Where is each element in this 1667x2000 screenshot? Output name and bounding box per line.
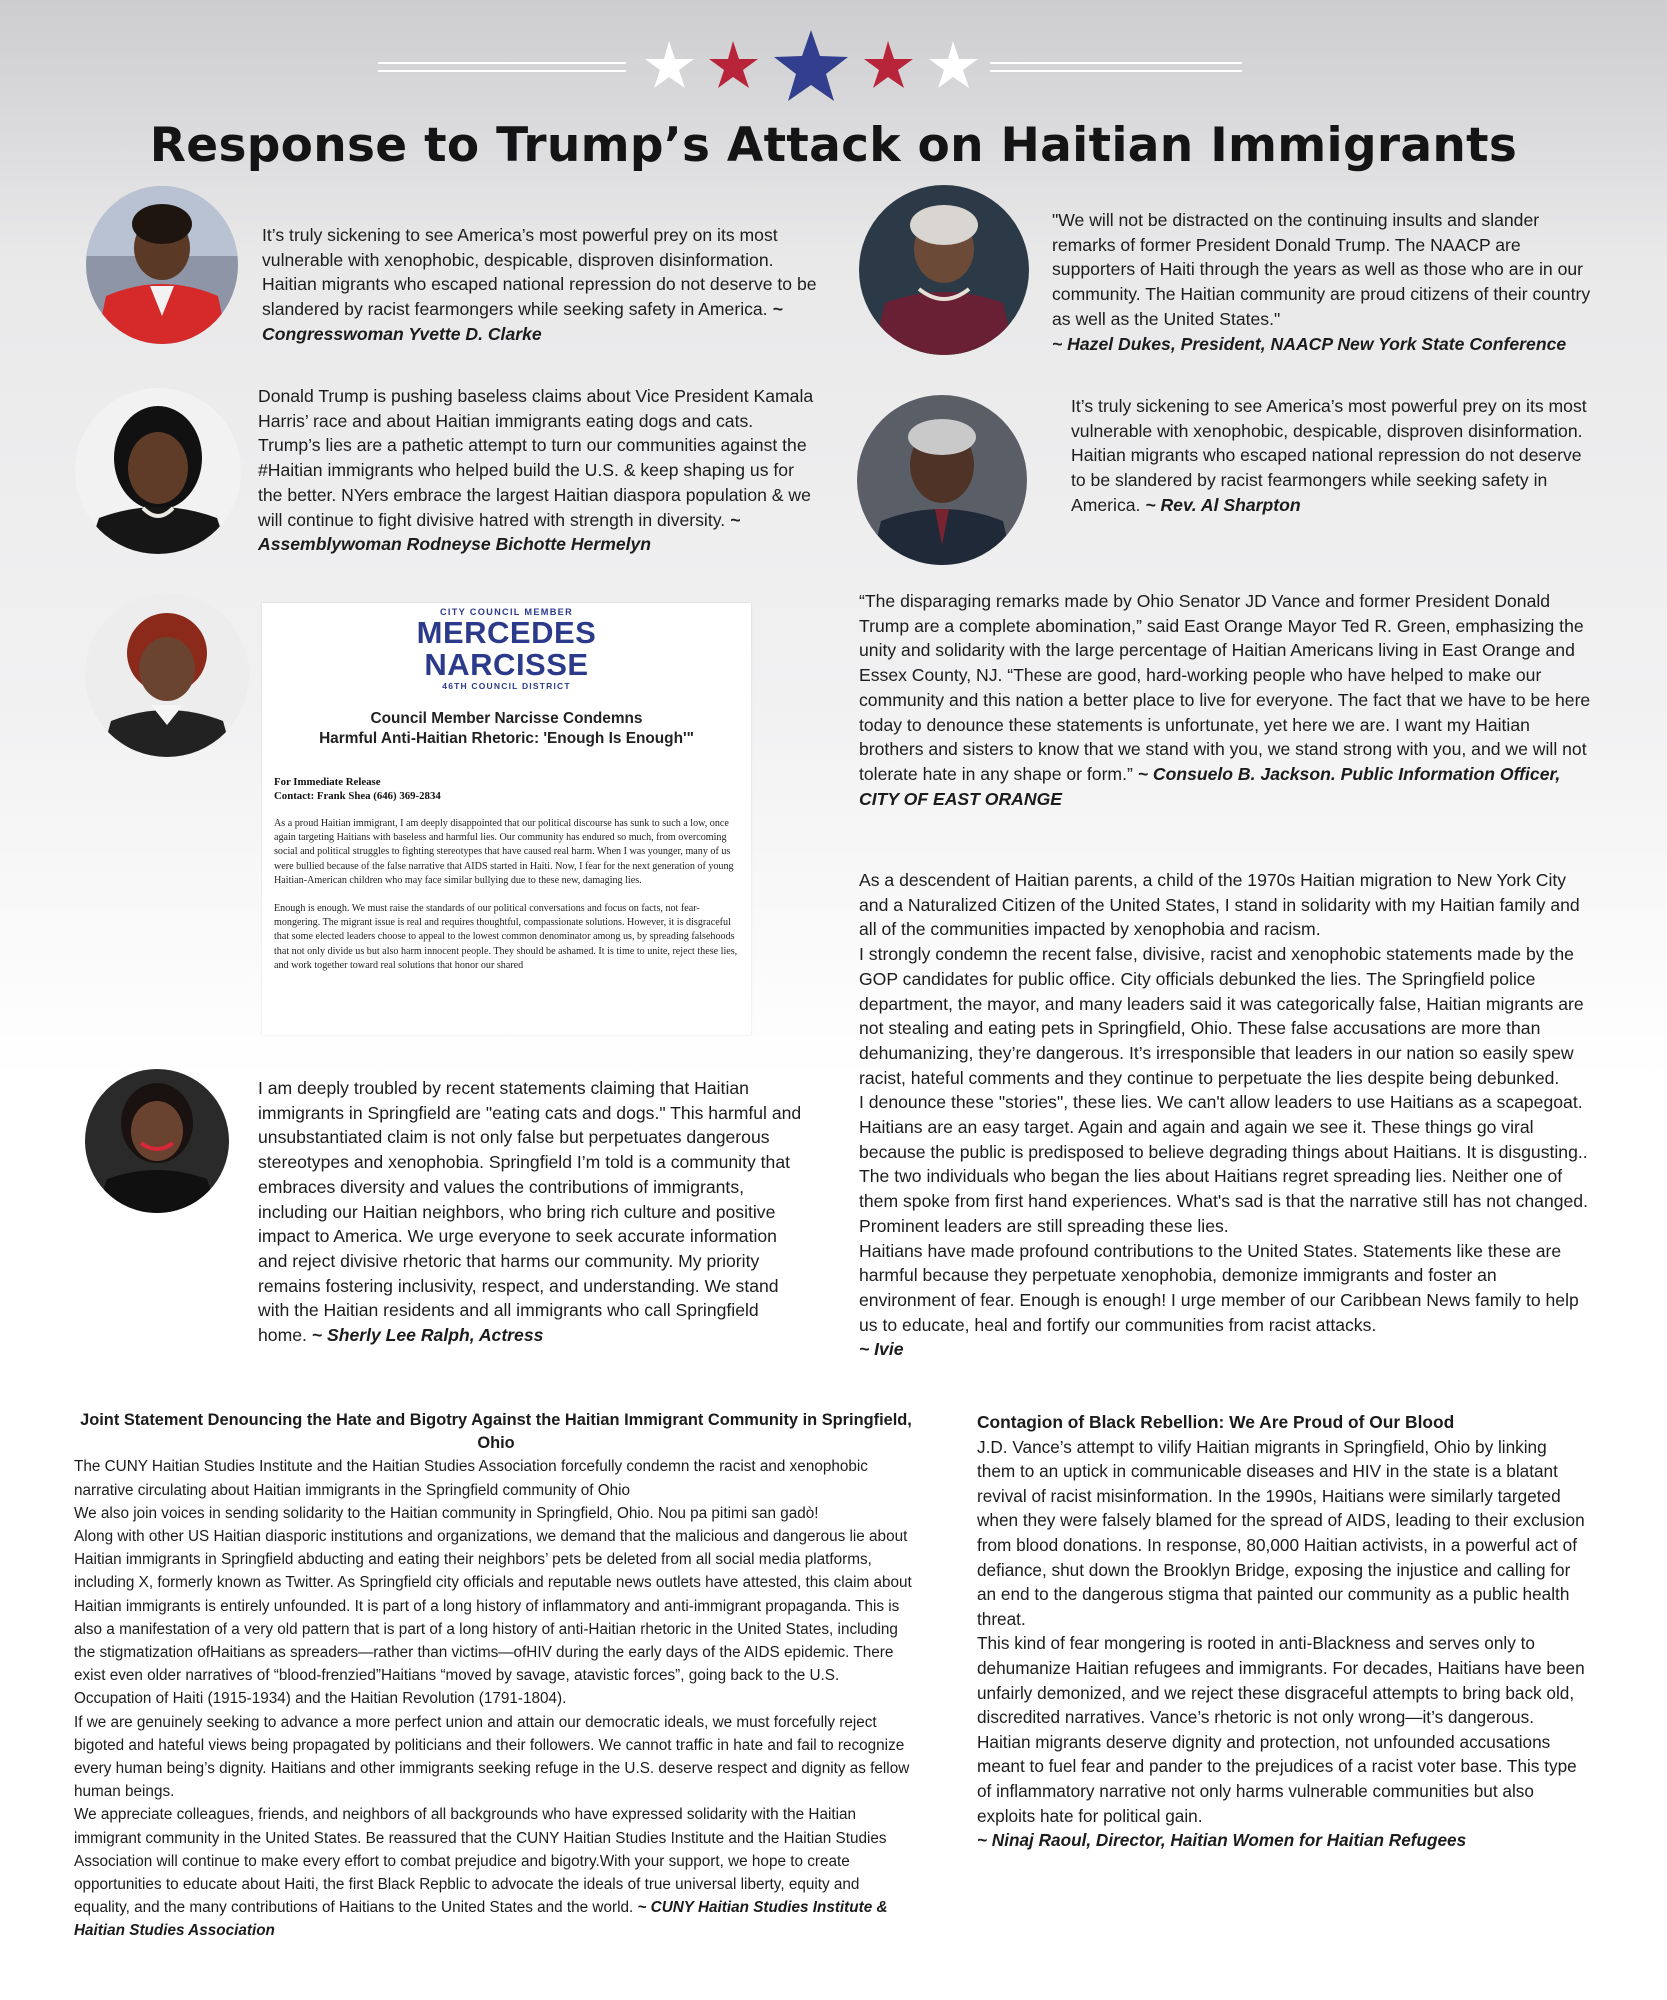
avatar-sherly-lee-ralph <box>85 1069 229 1213</box>
quote-attribution: ~ Consuelo B. Jackson. Public Information Officer, CITY OF EAST ORANGE <box>859 763 1561 809</box>
quote-paragraph: As a descendent of Haitian parents, a child of the 1970s Haitian migration to New York City and a Naturalized Citizen of the United States, I stand in solidarity with my Haitian family and all of the communities impacted by xenophobia and racism. <box>859 870 1580 940</box>
quote-text: "We will not be distracted on the continuing insults and slander remarks of former President Donald Trump. The NAACP are supporters of Haiti through the years as well as those who are in our community. The Haitian community are proud citizens of their country as well as the United States." <box>1052 210 1591 329</box>
contagion-paragraph: J.D. Vance’s attempt to vilify Haitian migrants in Springfield, Ohio by linking them to an uptick in communicable diseases and HIV in the state is a blatant revival of racist misinformation. In the 1990s, Haitians were similarly targeted when they were falsely blamed for the spread of AIDS, leading to their exclusion from blood donations. In response, 80,000 Haitian activists, in a powerful act of defiance, shut down the Brooklyn Bridge, exposing the injustice and calling for an end to the dangerous stigma that painted our community as a public health threat. <box>977 1436 1585 1629</box>
quote-text-2: community and this nation a better place to live for everyone. The fact that we have to be here today to denounce these statements is unfortunate, yet here we are. I want my Haitian brothers and sisters to know that we stand with you, we stand strong with you, and we will not tolerate hate in any shape or form.” <box>859 689 1591 784</box>
joint-statement-heading: Joint Statement Denouncing the Hate and Bigotry Against the Haitian Immigrant Community in Springfield, Ohio <box>80 1411 912 1453</box>
press-release-name-last: NARCISSE <box>424 647 589 682</box>
quote-attribution: ~ Congresswoman Yvette D. Clarke <box>262 299 783 344</box>
quote-attribution: ~ Rev. Al Sharpton <box>1145 494 1301 515</box>
contagion-attribution: ~ Ninaj Raoul, Director, Haitian Women for Haitian Refugees <box>977 1830 1467 1851</box>
quote-attribution: ~ Assemblywoman Rodneyse Bichotte Hermelyn <box>258 509 741 555</box>
quote-paragraph: I denounce these "stories", these lies. We can't allow leaders to use Haitians as a scapegoat. Haitians are an easy target. Again and again and again we see it. These things go viral because the public is predisposed to believe degrading things about Haitians. It is disgusting.. The two individuals who began the lies about Haitians regret spreading lies. Neither one of them spoke from first hand experiences. What's sad is that the narrative still has not changed. Prominent leaders are still spreading these lies. <box>859 1092 1588 1236</box>
quote-dukes <box>1052 208 1602 356</box>
press-release-name-first: MERCEDES <box>416 615 597 650</box>
joint-statement-paragraph <box>74 1803 918 1942</box>
joint-statement-paragraph: If we are genuinely seeking to advance a more perfect union and attain our democratic ideals, we must forcefully reject bigoted and hateful views being propagated by politicians and their followers. We cannot traffic in hate and fail to recognize every human being’s dignity. Haitians and other immigrants seeking refuge in the U.S. deserve respect and dignity as fellow human beings. <box>74 1713 910 1801</box>
quote-sharpton <box>1071 394 1601 518</box>
press-release-district: 46TH COUNCIL DISTRICT <box>442 681 571 691</box>
press-release-document <box>262 603 751 1035</box>
joint-statement <box>74 1409 918 1943</box>
quote-attribution: ~ Sherly Lee Ralph, Actress <box>311 1325 544 1346</box>
contagion-article <box>977 1410 1587 1853</box>
press-release-paragraph-2: Enough is enough. We must raise the standards of our political conversations and focus on facts, not fear-mongering. The migrant issue is real and requires thoughtful, compassionate solutions. However, it is disgraceful that some elected leaders choose to appeal to the lowest common denominator among us, by spreading falsehoods that not only divide us but also harm innocent people. They should be ashamed. It is time to unite, reject these lies, and work together toward real solutions that honor our shared <box>274 903 738 971</box>
joint-statement-attribution: ~ CUNY Haitian Studies Institute & Haitian Studies Association <box>74 1899 888 1940</box>
star-icon-navy-center <box>774 30 848 101</box>
joint-statement-paragraph: The CUNY Haitian Studies Institute and the Haitian Studies Association forcefully condemn the racist and xenophobic narrative circulating about Haitian immigrants in the Springfield community of Ohio <box>74 1458 868 1499</box>
avatar-al-sharpton <box>857 395 1027 565</box>
quote-paragraph: Haitians have made profound contributions to the United States. Statements like these are harmful because they perpetuate xenophobia, demonize immigrants and foster an environment of fear. Enough is enough! I urge member of our Caribbean News family to help us to educate, heal and fortify our communities from racist attacks. <box>859 1240 1579 1335</box>
avatar-rodneyse-hermelyn <box>75 388 241 554</box>
contagion-paragraph: This kind of fear mongering is rooted in anti-Blackness and serves only to dehumanize Haitian refugees and immigrants. For decades, Haitians have been unfairly demonized, and we reject these disgraceful attempts to bring back old, discredited narratives. Vance’s rhetoric is not only wrong—it’s dangerous. Haitian migrants deserve dignity and protection, not unfounded accusations meant to fuel fear and pander to the prejudices of a racist voter base. This type of inflammatory narrative not only harms vulnerable communities but also exploits hate for political gain. <box>977 1633 1585 1826</box>
quote-hermelyn <box>258 384 818 557</box>
quote-text: I am deeply troubled by recent statements claiming that Haitian immigrants in Springfield are "eating cats and dogs." This harmful and unsubstantiated claim is not only false but perpetuates dangerous stereotypes and xenophobia. Springfield I’m told is a community that embraces diversity and values the contributions of immigrants, including our Haitian neighbors, who bring rich culture and positive impact to America. We urge everyone to seek accurate information and reject divisive rhetoric that harms our community. My priority remains fostering inclusivity, respect, and understanding. We stand with the Haitian residents and all immigrants who call Springfield home. <box>258 1078 802 1346</box>
header-stars <box>370 30 1250 120</box>
quote-ralph <box>258 1076 808 1348</box>
press-release-header: CITY COUNCIL MEMBER <box>439 607 574 617</box>
quote-ivie <box>859 868 1595 1362</box>
quote-paragraph: I strongly condemn the recent false, divisive, racist and xenophobic statements made by the GOP candidates for public office. City officials debunked the lies. The Springfield police department, the mayor, and many leaders said it was categorically false, Haitian migrants are not stealing and eating pets in Springfield, Ohio. These false accusations are more than dehumanizing, they’re dangerous. It’s irresponsible that leaders in our nation so easily spew racist, hateful comments and they continue to perpetuate the lies despite being debunked. <box>859 944 1584 1088</box>
quote-clarke <box>262 223 822 347</box>
avatar-hazel-dukes <box>859 185 1029 355</box>
quote-text: It’s truly sickening to see America’s most powerful prey on its most vulnerable with xenophobic, despicable, disproven disinformation. Haitian migrants who escaped national repression do not deserve to be slandered by racist fearmongers while seeking safety in America. <box>1071 396 1587 515</box>
press-release-headline-1: Council Member Narcisse Condemns <box>370 710 643 727</box>
joint-statement-paragraph: We also join voices in sending solidarity to the Haitian community in Springfield, Ohio. Nou pa pitimi san gadò! <box>74 1504 819 1522</box>
star-icon-red-left <box>709 41 758 88</box>
quote-attribution: ~ Ivie <box>859 1339 904 1360</box>
press-release-release: For Immediate Release <box>274 776 381 788</box>
press-release-paragraph-1: As a proud Haitian immigrant, I am deeply disappointed that our political discourse has sunk to such a low, once again targeting Haitians with baseless and harmful lies. Our community has endured so much, from overcoming social and political struggles to fighting stereotypes that have caused real harm. When I was younger, many of us were bullied because of the false narrative that AIDS started in Haiti. Now, I fear for the next generation of young Haitian-American children who may face similar bullying due to these new, damaging lies. <box>274 818 734 886</box>
press-release-headline-2: Harmful Anti-Haitian Rhetoric: 'Enough Is Enough'" <box>319 730 694 747</box>
star-icon-white-right <box>929 41 978 88</box>
quote-jackson <box>859 589 1595 811</box>
star-icon-white-left <box>645 41 694 88</box>
quote-attribution: ~ Hazel Dukes, President, NAACP New York State Conference <box>1052 333 1567 354</box>
quote-text: It’s truly sickening to see America’s most powerful prey on its most vulnerable with xenophobic, despicable, disproven disinformation. Haitian migrants who escaped national repression do not deserve to be slandered by racist fearmongers while seeking safety in America. <box>262 225 817 320</box>
quote-text: Donald Trump is pushing baseless claims about Vice President Kamala Harris’ race and about Haitian immigrants eating dogs and cats. Trump’s lies are a pathetic attempt to turn our communities against the #Haitian immigrants who helped build the U.S. & keep shaping us for the better. NYers embrace the largest Haitian diaspora population & we will continue to fight divisive hatred with strength in diversity. <box>258 386 814 530</box>
avatar-mercedes-narcisse <box>85 593 249 757</box>
star-icon-red-right <box>864 41 913 88</box>
joint-statement-text: We appreciate colleagues, friends, and neighbors of all backgrounds who have expressed solidarity with the Haitian immigrant community in the United States. Be reassured that the CUNY Haitian Studies Institute and the Haitian Studies Association will continue to make every effort to combat prejudice and bigotry.With your support, we hope to create opportunities to educate about Haiti, the first Black Repblic to advocate the ideals of true universal liberty, equity and equality, and the many contributions of Haitians to the United States and the world. <box>74 1806 887 1917</box>
contagion-heading: Contagion of Black Rebellion: We Are Proud of Our Blood <box>977 1412 1455 1432</box>
press-release-contact: Contact: Frank Shea (646) 369-2834 <box>274 790 441 802</box>
avatar-yvette-clarke <box>86 186 238 344</box>
quote-text-1: “The disparaging remarks made by Ohio Senator JD Vance and former President Donald Trump are a complete abomination,” said East Orange Mayor Ted R. Green, emphasizing the unity and solidarity with the large percentage of Haitian Americans living in East Orange and Essex County, NJ. “These are good, hard-working people who have helped to make our <box>859 591 1584 686</box>
joint-statement-paragraph: Along with other US Haitian diasporic institutions and organizations, we demand that the malicious and dangerous lie about Haitian immigrants in Springfield abducting and eating their neighbors’ pets be deleted from all social media platforms, including X, formerly known as Twitter. As Springfield city officials and reputable news outlets have attested, this claim about Haitian immigrants is entirely unfounded. It is part of a long history of inflammatory and anti-immigrant propaganda. This is also a manifestation of a very old pattern that is part of a long history of anti-Haitian rhetoric in the United States, including the stigmatization ofHaitians as spreaders—rather than victims—ofHIV during the early days of the AIDS epidemic. There exist even older narratives of “blood-frenzied”Haitians “moved by savage, atavistic forces”, going back to the U.S. Occupation of Haiti (1915-1934) and the Haitian Revolution (1791-1804). <box>74 1528 912 1708</box>
page-title: Response to Trump’s Attack on Haitian Immigrants <box>149 118 1518 173</box>
